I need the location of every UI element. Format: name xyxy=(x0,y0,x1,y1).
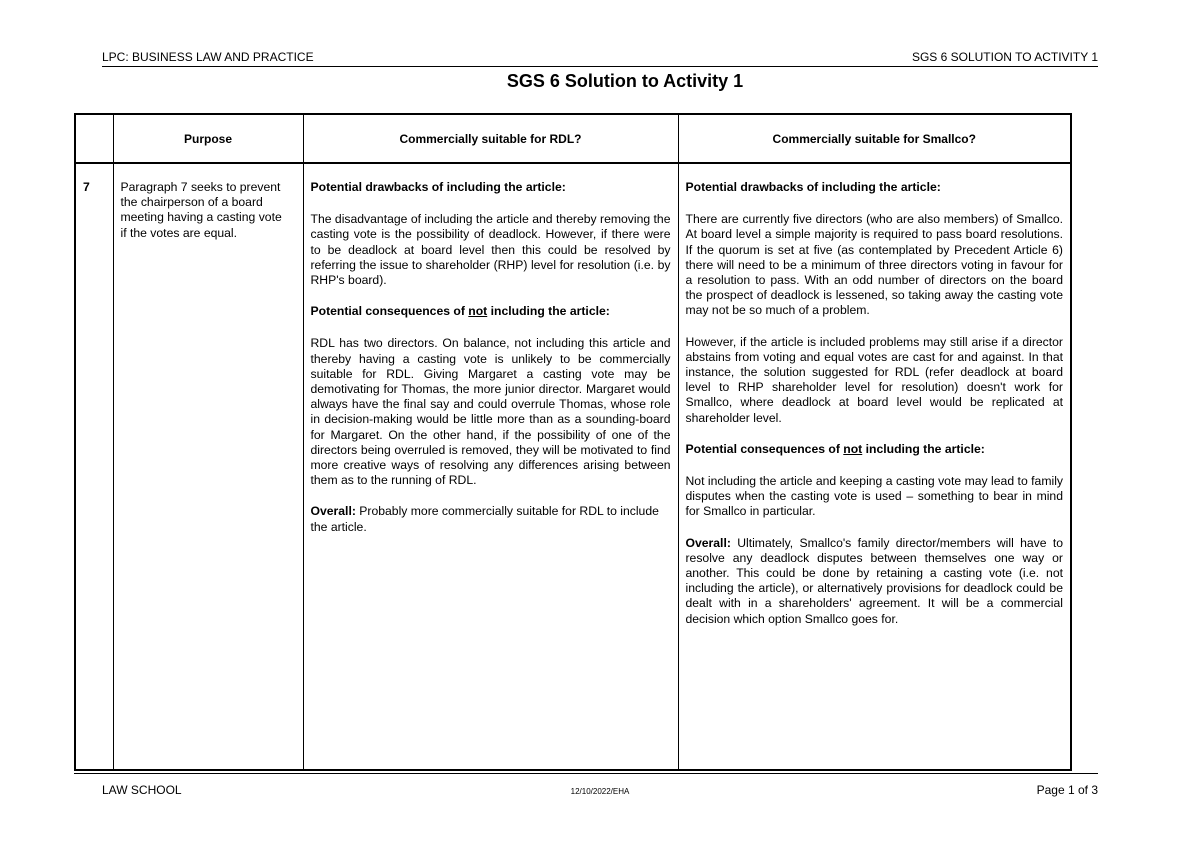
rdl-consequences-text: RDL has two directors. On balance, not including this article and thereby having a casting vote is unlikely to be commercially suitable for RDL. Giving Margaret a casting vote may be demotivating for Thomas, the more junior director. Margaret would always have the final say and could overrule Thomas, whose role in decision-making would be little more than as a sounding-board for Margaret. On the other hand, if the possibility of one of the directors being overruled is removed, they will be motivated to find more creative ways of resolving any differences arising between them as to the running of RDL. xyxy=(310,336,671,488)
purpose-cell: Paragraph 7 seeks to prevent the chairperson of a board meeting having a casting vote if the votes are equal. xyxy=(113,163,303,770)
footer-left: LAW SCHOOL xyxy=(102,783,182,797)
smallco-drawbacks-heading: Potential drawbacks of including the article: xyxy=(685,180,941,194)
activity-table xyxy=(74,113,1072,771)
column-header-smallco: Commercially suitable for Smallco? xyxy=(678,114,1071,163)
column-header-number xyxy=(75,114,113,163)
smallco-drawbacks-text-2: However, if the article is included problems may still arise if a director abstains from voting and equal votes are cast for and against. In that instance, the solution suggested for RDL (refer deadlock at board level to RHP shareholder level for resolution) doesn't work for Smallco, where deadlock at board level would be replicated at shareholder level. xyxy=(685,334,1063,425)
header-left: LPC: BUSINESS LAW AND PRACTICE xyxy=(102,50,314,64)
table-row xyxy=(75,163,1071,770)
smallco-consequences-text: Not including the article and keeping a casting vote may lead to family disputes when the casting vote is used – something to bear in mind for Smallco in particular. xyxy=(685,474,1063,519)
table-header-row xyxy=(75,114,1071,163)
column-header-purpose: Purpose xyxy=(113,114,303,163)
footer-divider xyxy=(74,773,1098,774)
smallco-drawbacks-text-1: There are currently five directors (who are also members) of Smallco. At board level a simple majority is required to pass board resolutions. If the quorum is set at five (as contemplated by Precedent Article 6) there will need to be a minimum of three directors voting in favour for a resolution to pass. With an odd number of directors on the board the prospect of deadlock is lessened, so taking away the casting vote may not be so much of a problem. xyxy=(685,212,1063,318)
header-divider xyxy=(102,66,1098,67)
smallco-cell xyxy=(678,163,1071,770)
rdl-drawbacks-text: The disadvantage of including the article and thereby removing the casting vote is the possibility of deadlock. However, if there were to be deadlock at board level then this could be resolved by referring the issue to shareholder (RHP) level for resolution (i.e. by RHP's board). xyxy=(310,212,671,288)
header-right: SGS 6 SOLUTION TO ACTIVITY 1 xyxy=(911,50,1098,64)
column-header-rdl: Commercially suitable for RDL? xyxy=(303,114,678,163)
rdl-drawbacks-heading: Potential drawbacks of including the article: xyxy=(310,180,566,194)
rdl-cell xyxy=(303,163,678,770)
page-number: Page 1 of 3 xyxy=(1036,783,1098,797)
row-number: 7 xyxy=(75,163,113,770)
footer-center: 12/10/2022/EHA xyxy=(570,787,630,796)
smallco-consequences-heading: Potential consequences of not including the article: xyxy=(685,441,985,456)
rdl-overall: Overall: Probably more commercially suitable for RDL to include the article. xyxy=(310,504,659,534)
page-title: SGS 6 Solution to Activity 1 xyxy=(506,71,744,91)
rdl-consequences-heading: Potential consequences of not including the article: xyxy=(310,304,610,319)
smallco-overall: Overall: Ultimately, Smallco's family director/members will have to resolve any deadlock disputes between themselves one way or another. This could be done by retaining a casting vote (i.e. not including the article), or alternatively provisions for deadlock could be dealt with in a shareholders' agreement. It will be a commercial decision which option Smallco goes for. xyxy=(685,535,1063,626)
